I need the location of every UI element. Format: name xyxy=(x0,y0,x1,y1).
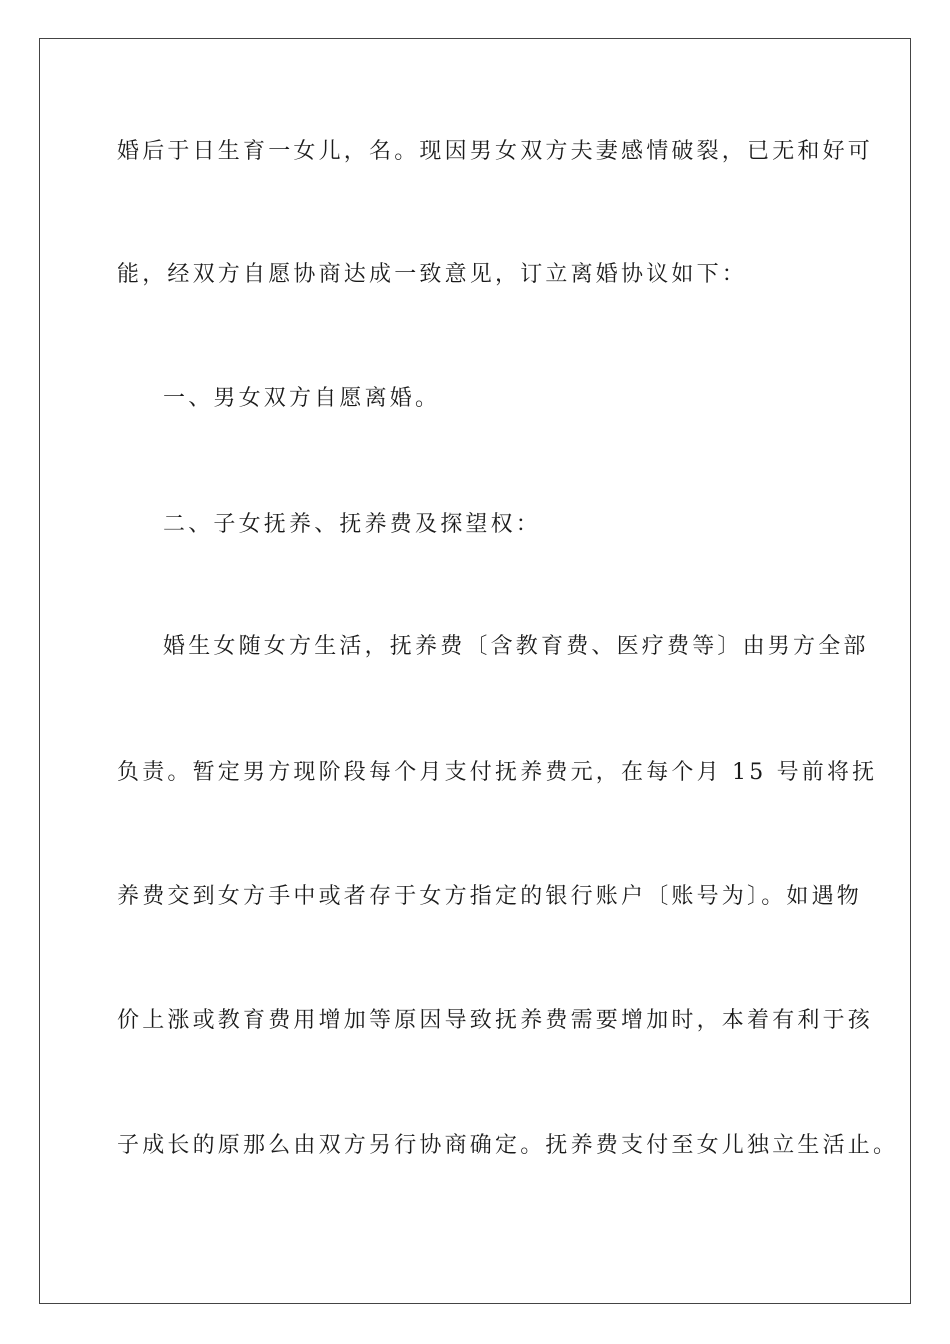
clause-one-line: 一、男女双方自愿离婚。 xyxy=(163,386,441,411)
paragraph-line-9: 子成长的原那么由双方另行协商确定。抚养费支付至女儿独立生活止。 xyxy=(117,1133,899,1158)
clause-two-heading: 二、子女抚养、抚养费及探望权： xyxy=(163,512,542,537)
paragraph-line-2: 能，经双方自愿协商达成一致意见，订立离婚协议如下： xyxy=(117,262,748,287)
paragraph-line-8: 价上涨或教育费用增加等原因导致抚养费需要增加时，本着有利于孩 xyxy=(117,1008,874,1033)
paragraph-line-1: 婚后于日生育一女儿，名。现因男女双方夫妻感情破裂，已无和好可 xyxy=(117,139,874,164)
paragraph-line-5: 婚生女随女方生活，抚养费〔含教育费、医疗费等〕由男方全部 xyxy=(163,634,869,659)
page-border xyxy=(39,38,911,1304)
paragraph-line-7: 养费交到女方手中或者存于女方指定的银行账户〔账号为〕。如遇物 xyxy=(117,884,863,909)
paragraph-line-6: 负责。暂定男方现阶段每个月支付抚养费元，在每个月 15 号前将抚 xyxy=(117,760,878,785)
